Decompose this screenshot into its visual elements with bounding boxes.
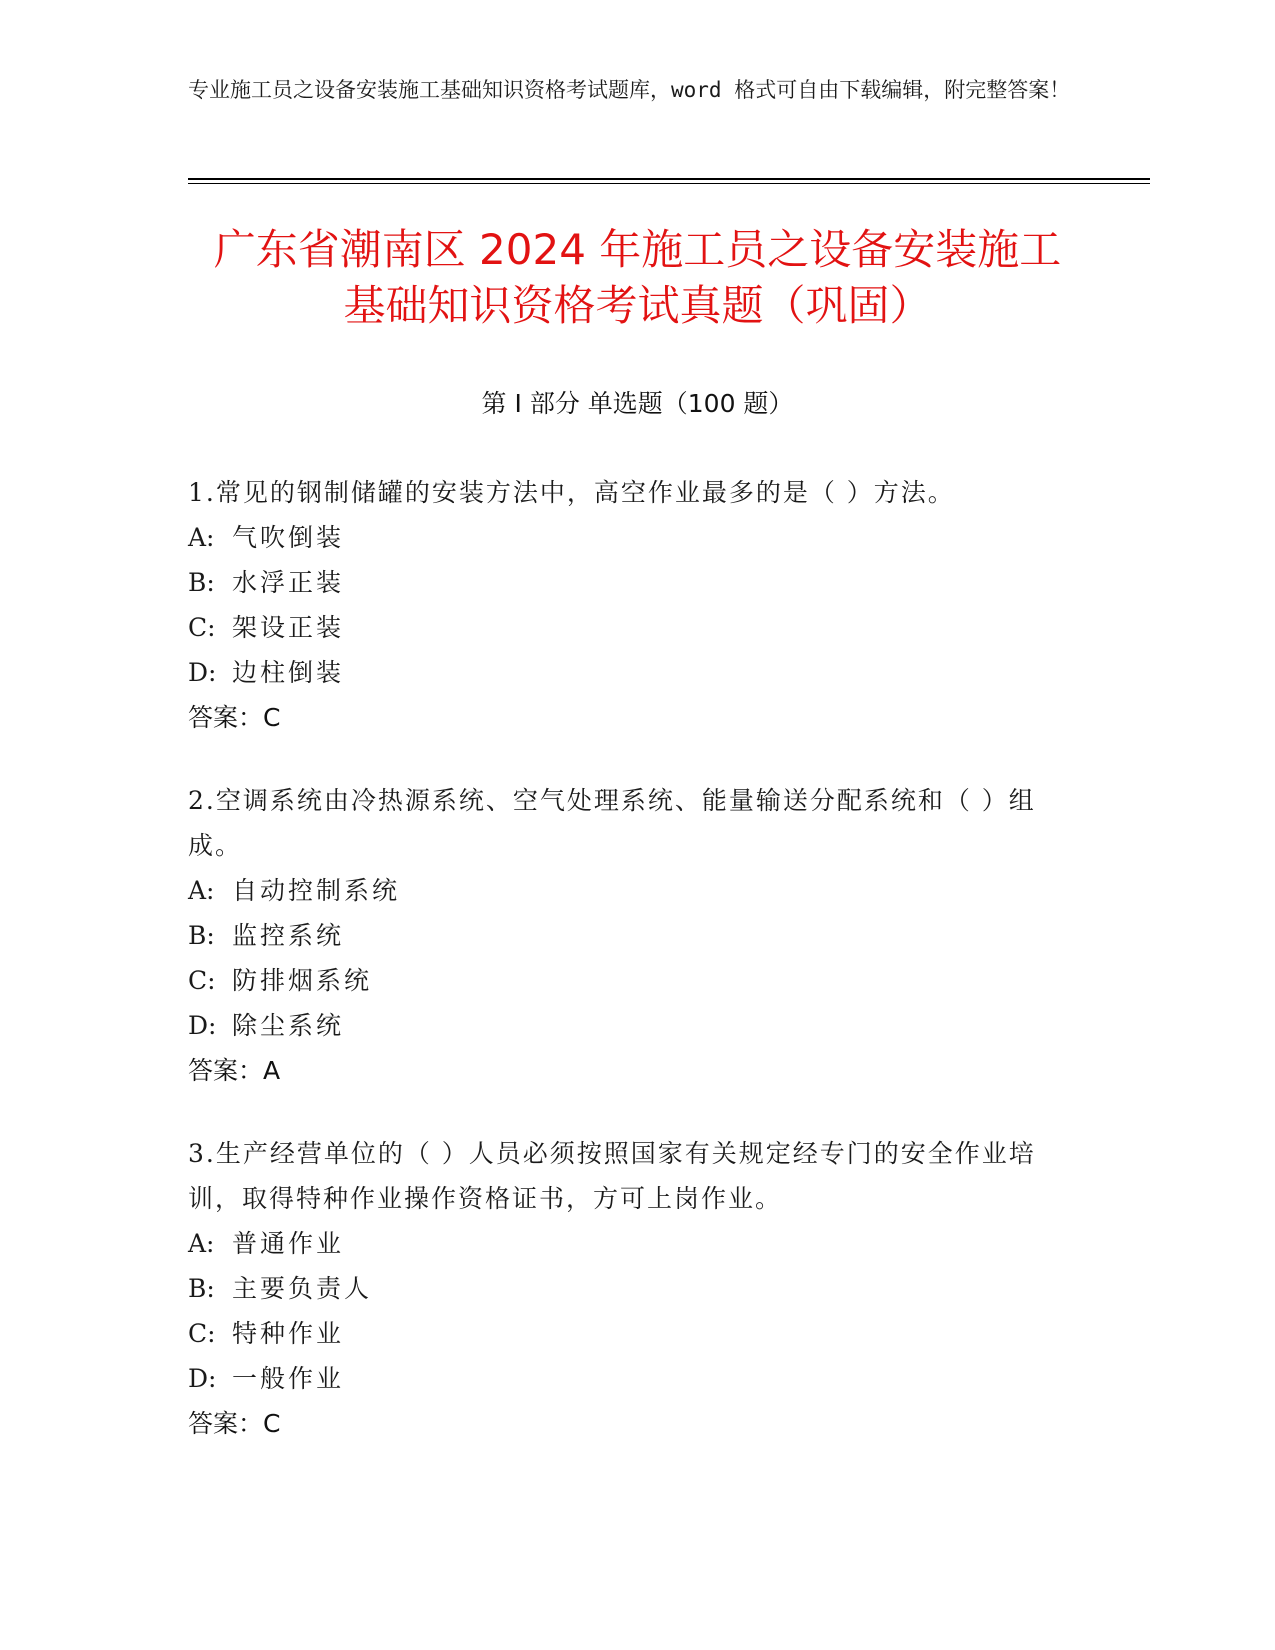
option-letter: D:: [188, 1364, 217, 1393]
header-note: 专业施工员之设备安装施工基础知识资格考试题库，word 格式可自由下载编辑，附完整答案！: [188, 78, 1071, 102]
section-title: 第 I 部分 单选题（100 题）: [481, 389, 794, 418]
document-title-line-1: 广东省潮南区 2024 年施工员之设备安装施工: [213, 225, 1062, 274]
question-stem: 1.常见的钢制储罐的安装方法中，高空作业最多的是（ ）方法。: [188, 478, 955, 507]
option-c: [188, 958, 1088, 1003]
option-text: 气吹倒装: [232, 523, 345, 552]
question-stem: 3.生产经营单位的（ ）人员必须按照国家有关规定经专门的安全作业培训，取得特种作业操作资格证书，方可上岗作业。: [188, 1139, 1036, 1213]
question-stem: 2.空调系统由冷热源系统、空气处理系统、能量输送分配系统和（ ）组成。: [188, 786, 1036, 860]
document-title-line-2: 基础知识资格考试真题（巩固）: [343, 281, 932, 330]
option-letter: B:: [188, 568, 215, 597]
question-1: [188, 470, 1088, 740]
option-d: [188, 1003, 1088, 1048]
option-letter: B:: [188, 921, 215, 950]
option-letter: C:: [188, 1319, 216, 1348]
option-b: [188, 560, 1088, 605]
option-text: 架设正装: [232, 613, 345, 642]
option-text: 一般作业: [232, 1364, 345, 1393]
option-b: [188, 913, 1088, 958]
answer: 答案：C: [188, 1409, 281, 1438]
header-rule-thick: [188, 178, 1150, 180]
option-a: [188, 515, 1088, 560]
option-letter: B:: [188, 1274, 215, 1303]
option-text: 主要负责人: [232, 1274, 373, 1303]
option-text: 普通作业: [232, 1229, 345, 1258]
option-letter: D:: [188, 658, 217, 687]
option-c: [188, 1311, 1088, 1356]
option-text: 水浮正装: [232, 568, 345, 597]
option-letter: A:: [188, 1229, 215, 1258]
option-letter: C:: [188, 966, 216, 995]
option-text: 防排烟系统: [232, 966, 373, 995]
option-text: 自动控制系统: [232, 876, 401, 905]
option-letter: C:: [188, 613, 216, 642]
answer: 答案：C: [188, 703, 281, 732]
question-3: [188, 1131, 1088, 1446]
header-rule-thin: [188, 183, 1150, 184]
option-b: [188, 1266, 1088, 1311]
option-text: 除尘系统: [232, 1011, 345, 1040]
option-letter: A:: [188, 876, 215, 905]
option-letter: D:: [188, 1011, 217, 1040]
option-c: [188, 605, 1088, 650]
answer: 答案：A: [188, 1056, 281, 1085]
option-text: 监控系统: [232, 921, 345, 950]
option-text: 边柱倒装: [232, 658, 345, 687]
option-letter: A:: [188, 523, 215, 552]
option-text: 特种作业: [232, 1319, 345, 1348]
document-title: [150, 222, 1125, 334]
option-d: [188, 650, 1088, 695]
option-d: [188, 1356, 1088, 1401]
option-a: [188, 1221, 1088, 1266]
question-list: [188, 470, 1088, 1484]
option-a: [188, 868, 1088, 913]
question-2: [188, 778, 1088, 1093]
